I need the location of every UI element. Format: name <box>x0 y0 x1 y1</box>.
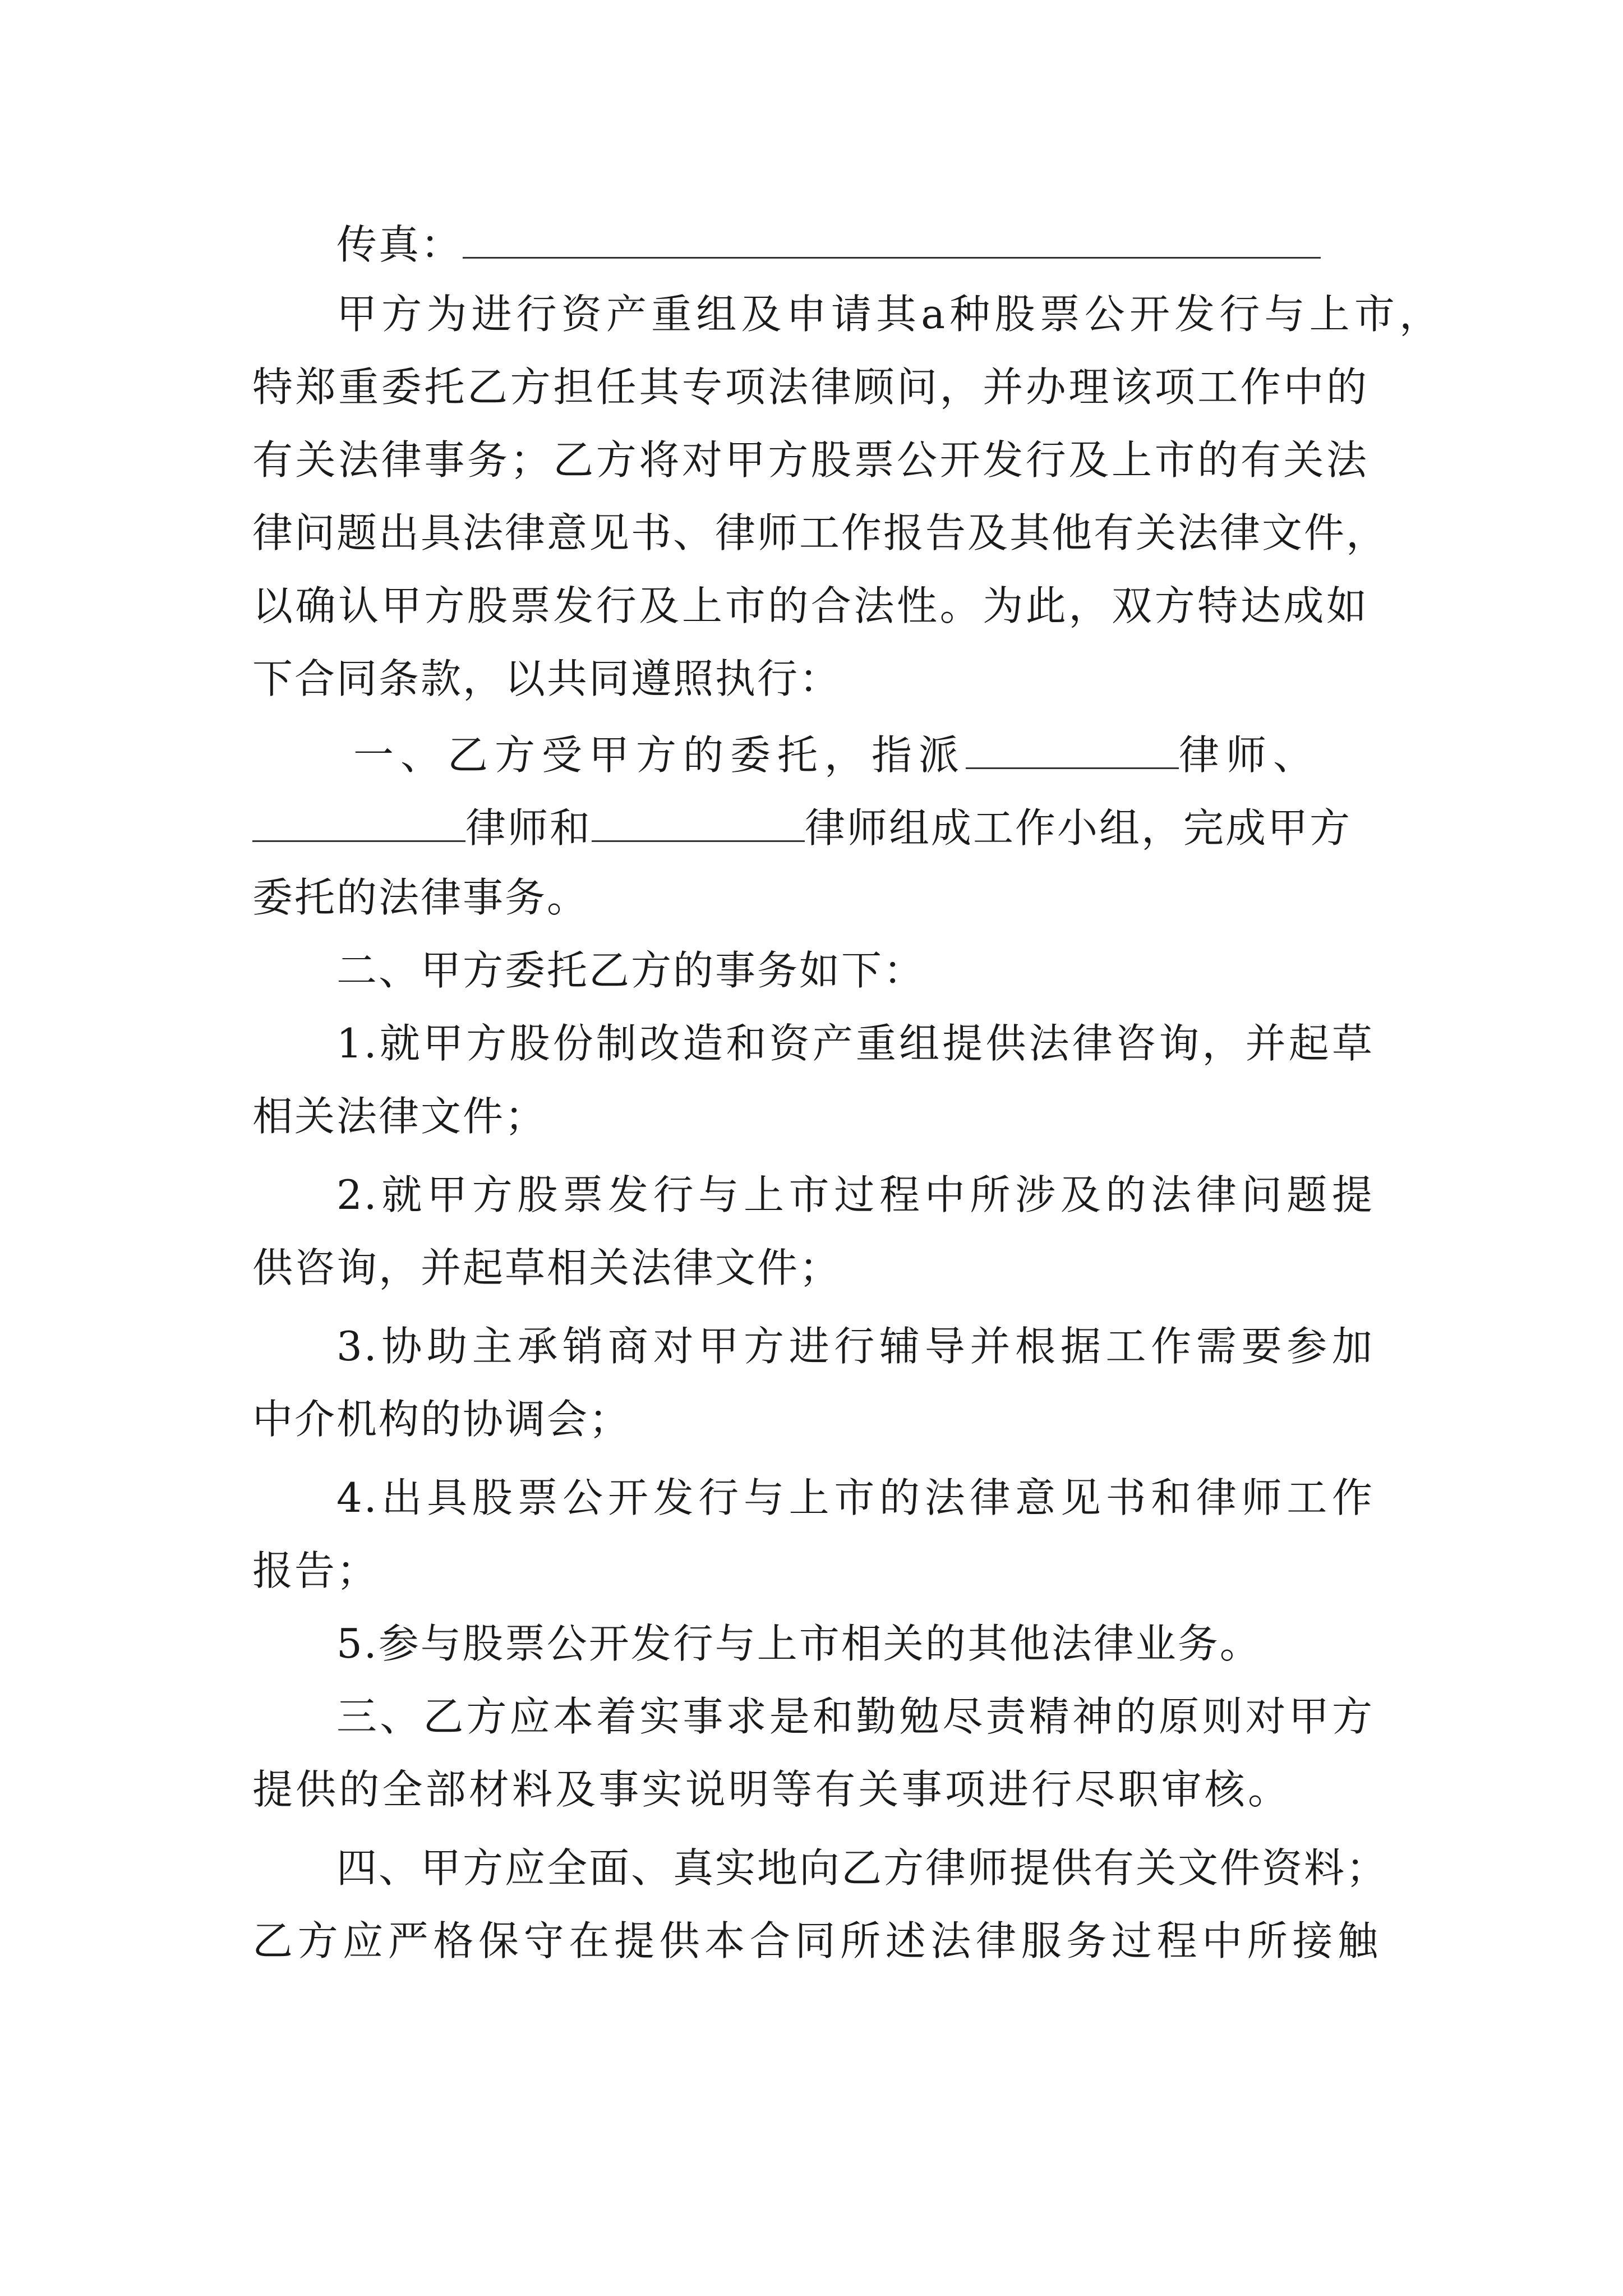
clause-1-text: 律师和 <box>465 804 592 852</box>
clause-1-line <box>252 797 1380 856</box>
clause-2-title: 二、甲方委托乙方的事务如下： <box>336 947 926 994</box>
clause-1-text: 一、乙方受甲方的委托，指派 <box>353 731 966 779</box>
paragraph-line: 有关法律事务；乙方将对甲方股票公开发行及上市的有关法 <box>252 436 1368 484</box>
item-line: 3.协助主承销商对甲方进行辅导并根据工作需要参加 <box>336 1323 1374 1370</box>
clause-3-line: 提供的全部材料及事实说明等有关事项进行尽职审核。 <box>252 1766 1290 1813</box>
item-line: 供咨询，并起草相关法律文件； <box>252 1244 842 1291</box>
clause-4-line: 乙方应严格保守在提供本合同所述法律服务过程中所接触 <box>252 1917 1380 1964</box>
lawyer-name-blank <box>252 797 465 842</box>
paragraph-line: 律问题出具法律意见书、律师工作报告及其他有关法律文件， <box>252 509 1389 556</box>
clause-3-line: 三、乙方应本着实事求是和勤勉尽责精神的原则对甲方 <box>336 1693 1374 1740</box>
lawyer-name-blank <box>966 724 1179 769</box>
paragraph-line: 甲方为进行资产重组及申请其a种股票公开发行与上市， <box>336 291 1441 338</box>
paragraph-line: 下合同条款，以共同遵照执行： <box>252 655 842 702</box>
clause-1-line <box>353 724 1380 783</box>
item-line: 相关法律文件； <box>252 1093 547 1140</box>
fax-line <box>336 213 1464 273</box>
item-line: 2.就甲方股票发行与上市过程中所涉及的法律问题提 <box>336 1171 1374 1218</box>
fax-label: 传真： <box>336 221 463 268</box>
paragraph-line: 以确认甲方股票发行及上市的合法性。为此，双方特达成如 <box>252 582 1368 629</box>
clause-1-text: 律师、 <box>1179 731 1321 779</box>
lawyer-name-blank <box>592 797 805 842</box>
paragraph-line: 特郑重委托乙方担任其专项法律顾问，并办理该项工作中的 <box>252 364 1368 411</box>
item-line: 报告； <box>252 1547 379 1594</box>
clause-1-line: 委托的法律事务。 <box>252 874 589 921</box>
fax-blank <box>463 213 1321 259</box>
item-line: 5.参与股票公开发行与上市相关的其他法律业务。 <box>336 1620 1262 1667</box>
item-line: 中介机构的协调会； <box>252 1396 631 1443</box>
item-line: 4.出具股票公开发行与上市的法律意见书和律师工作 <box>336 1474 1374 1521</box>
clause-4-line: 四、甲方应全面、真实地向乙方律师提供有关文件资料； <box>336 1844 1389 1892</box>
clause-1-text: 律师组成工作小组，完成甲方 <box>805 804 1352 852</box>
item-line: 1.就甲方股份制改造和资产重组提供法律咨询，并起草 <box>336 1020 1374 1067</box>
